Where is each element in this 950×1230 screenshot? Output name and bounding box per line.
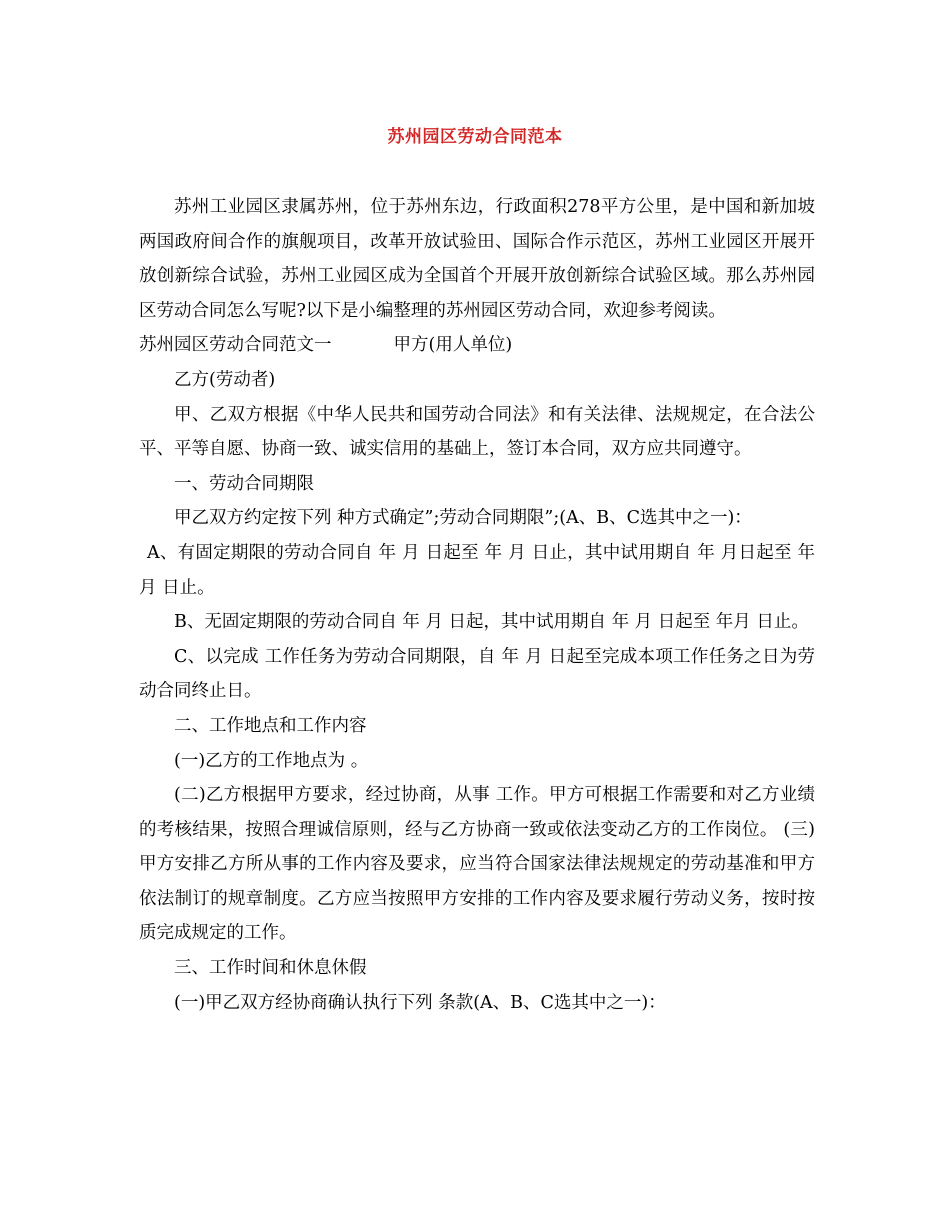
document-body — [139, 190, 815, 1020]
sample-label: 苏州园区劳动合同范文一 — [139, 335, 332, 356]
sample-heading-line — [139, 328, 815, 363]
option-c-paragraph: C、以完成 工作任务为劳动合同期限，自 年 月 日起至完成本项工作任务之日为劳动合同终止日。 — [139, 646, 815, 702]
document-title: 苏州园区劳动合同范本 — [387, 127, 563, 147]
section-2-item-1: (一)乙方的工作地点为 。 — [174, 750, 369, 771]
section-2-heading: 二、工作地点和工作内容 — [174, 715, 367, 736]
section-3-heading: 三、工作时间和休息休假 — [174, 958, 367, 979]
intro-paragraph: 苏州工业园区隶属苏州，位于苏州东边，行政面积278平方公里，是中国和新加坡两国政府间合作的旗舰项目，改革开放试验田、国际合作示范区，苏州工业园区开展开放创新综合试验，苏州工业园区成为全国首个开展开放创新综合试验区域。那么苏州园区劳动合同怎么写呢?以下是小编整理的苏州园区劳动合同，欢迎参考阅读。 — [139, 197, 815, 321]
section-1-heading: 一、劳动合同期限 — [174, 473, 314, 494]
party-a-label: 甲方(用人单位) — [393, 335, 513, 356]
preamble-paragraph: 甲、乙双方根据《中华人民共和国劳动合同法》和有关法律、法规规定，在合法公平、平等自愿、协商一致、诚实信用的基础上，签订本合同，双方应共同遵守。 — [139, 404, 815, 460]
option-b-paragraph: B、无固定期限的劳动合同自 年 月 日起，其中试用期自 年 月 日起至 年月 日止。 — [174, 612, 809, 633]
option-a-paragraph: A、有固定期限的劳动合同自 年 月 日起至 年 月 日止，其中试用期自 年 月日起至 年 月 日止。 — [139, 542, 815, 598]
party-b-label: 乙方(劳动者) — [174, 369, 276, 390]
section-3-item-1: (一)甲乙双方经协商确认执行下列 条款(A、B、C选其中之一)： — [174, 992, 666, 1013]
section-2-item-2: (二)乙方根据甲方要求，经过协商，从事 工作。甲方可根据工作需要和对乙方业绩的考核结果，按照合理诚信原则，经与乙方协商一致或依法变动乙方的工作岗位。 (三)甲方安排乙方所从事的工作内容及要求，应当符合国家法律法规规定的劳动基准和甲方依法制订的规章制度。乙方应当按照甲方安排的工作内容及要求履行劳动义务，按时按质完成规定的工作。 — [139, 785, 815, 944]
section-1-intro: 甲乙双方约定按下列 种方式确定”;劳动合同期限”;(A、B、C选其中之一)： — [174, 508, 752, 529]
